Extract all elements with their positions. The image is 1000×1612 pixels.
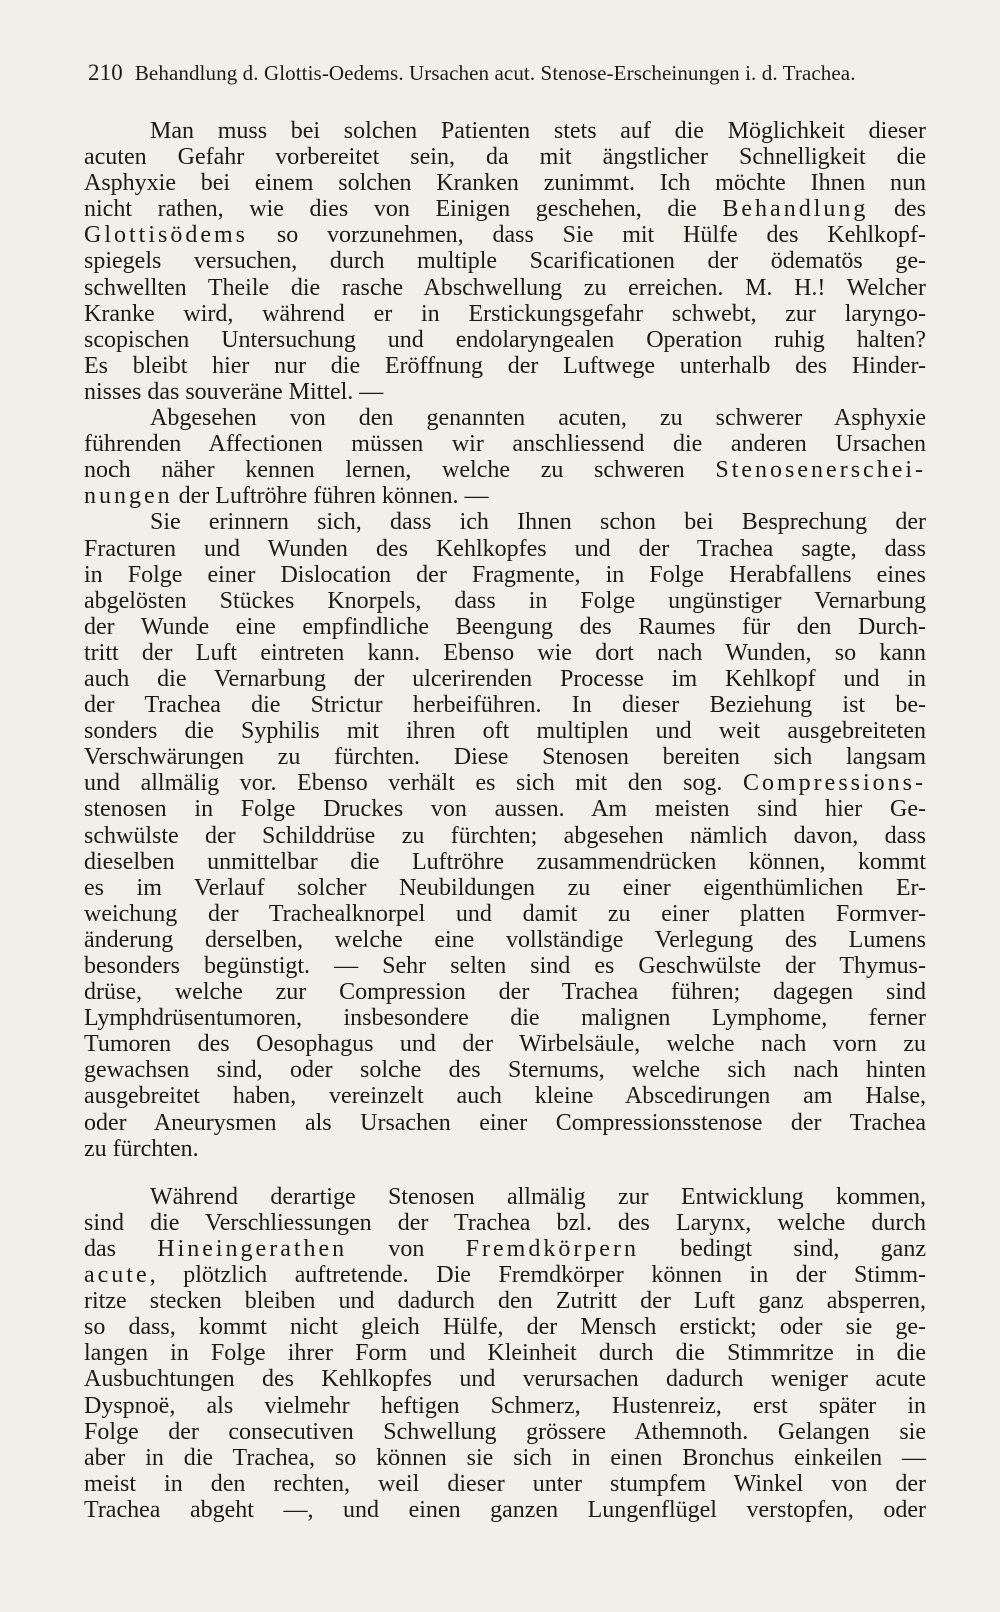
- spaced-emphasis: Fremdkörpern: [465, 1235, 639, 1262]
- running-title: Behandlung d. Glottis-Oedems. Ursachen acut. Stenose-Erscheinungen i. d. Trachea.: [134, 61, 856, 85]
- text-line: abgelösten Stückes Knorpels, dass in Folge ungünstiger Vernarbung: [84, 587, 926, 614]
- text-line: [84, 222, 926, 248]
- text-run: von: [347, 1235, 466, 1262]
- text-line: [84, 1236, 926, 1262]
- text-line: Lymphdrüsentumoren, insbesondere die malignen Lymphome, ferner: [84, 1005, 926, 1032]
- text-line: so dass, kommt nicht gleich Hülfe, der Mensch erstickt; oder sie ge-: [84, 1314, 926, 1341]
- text-line: scopischen Untersuchung und endolaryngealen Operation ruhig halten?: [84, 326, 926, 353]
- text-line: besonders begünstigt. — Sehr selten sind es Geschwülste der Thymus-: [84, 953, 926, 979]
- text-line: der Wunde eine empfindliche Beengung des Raumes für den Durch-: [84, 613, 926, 640]
- text-run: des: [868, 196, 926, 223]
- text-line: aber in die Trachea, so können sie sich in einen Bronchus einkeilen —: [84, 1444, 926, 1471]
- text-line: auch die Vernarbung der ulcerirenden Processe im Kehlkopf und in: [84, 665, 926, 692]
- text-line: Ausbuchtungen des Kehlkopfes und verursachen dadurch weniger acute: [84, 1366, 926, 1393]
- text-line: spiegels versuchen, durch multiple Scarificationen der ödematös ge-: [84, 248, 926, 275]
- text-line: änderung derselben, welche eine vollständige Verlegung des Lumens: [84, 926, 926, 953]
- text-line: Abgesehen von den genannten acuten, zu schwerer Asphyxie: [150, 405, 926, 432]
- text-line: schwellten Theile die rasche Abschwellung zu erreichen. M. H.! Welcher: [84, 274, 926, 301]
- text-line: [84, 457, 926, 483]
- text-line: Während derartige Stenosen allmälig zur Entwicklung kommen,: [150, 1183, 926, 1210]
- text-line: nisses das souveräne Mittel. —: [84, 378, 384, 405]
- text-line: führenden Affectionen müssen wir anschliessend die anderen Ursachen: [84, 431, 926, 458]
- text-run: der Luftröhre führen können. —: [172, 483, 489, 510]
- spaced-emphasis: Glottisödems: [84, 222, 249, 249]
- text-run: bedingt sind, ganz: [638, 1235, 926, 1262]
- text-line: in Folge einer Dislocation der Fragmente, in Folge Herabfallens eines: [84, 561, 926, 588]
- text-line: sonders die Syphilis mit ihren oft multiplen und weit ausgebreiteten: [84, 718, 926, 745]
- running-head: [88, 60, 928, 86]
- text-line: Kranke wird, während er in Erstickungsgefahr schwebt, zur laryngo-: [84, 300, 926, 327]
- text-line: ausgebreitet haben, vereinzelt auch kleine Abscedirungen am Halse,: [84, 1083, 926, 1110]
- text-line: Folge der consecutiven Schwellung grössere Athemnoth. Gelangen sie: [84, 1418, 926, 1445]
- text-run: nicht rathen, wie dies von Einigen geschehen, die: [84, 196, 723, 223]
- text-line: meist in den rechten, weil dieser unter stumpfem Winkel von der: [84, 1470, 926, 1497]
- body-text: [84, 118, 926, 1523]
- text-line: [84, 196, 926, 222]
- text-line: der Trachea die Strictur herbeiführen. In dieser Beziehung ist be-: [84, 692, 926, 719]
- text-run: das: [84, 1235, 158, 1262]
- text-run: , plötzlich auftretende. Die Fremdkörper können in der Stimm-: [149, 1262, 926, 1289]
- text-line: [84, 770, 926, 796]
- spaced-emphasis: Stenosenerschei-: [715, 457, 926, 484]
- text-line: oder Aneurysmen als Ursachen einer Compressionsstenose der Trachea: [84, 1109, 926, 1136]
- text-line: schwülste der Schilddrüse zu fürchten; abgesehen nämlich davon, dass: [84, 822, 926, 849]
- text-line: gewachsen sind, oder solche des Sternums, welche sich nach hinten: [84, 1057, 926, 1084]
- spaced-emphasis: Behandlung: [722, 196, 869, 223]
- text-line: Dyspnoë, als vielmehr heftigen Schmerz, Hustenreiz, erst später in: [84, 1392, 926, 1419]
- text-line: Trachea abgeht —, und einen ganzen Lungenflügel verstopfen, oder: [84, 1496, 926, 1523]
- spaced-emphasis: Hineingerathen: [157, 1235, 348, 1262]
- text-run: noch näher kennen lernen, welche zu schweren: [84, 457, 716, 484]
- text-line: sind die Verschliessungen der Trachea bzl. des Larynx, welche durch: [84, 1209, 926, 1236]
- text-line: langen in Folge ihrer Form und Kleinheit durch die Stimmritze in die: [84, 1340, 926, 1367]
- page-number: 210: [88, 60, 123, 85]
- spaced-emphasis: nungen: [84, 483, 173, 510]
- text-line: Asphyxie bei einem solchen Kranken zunimmt. Ich möchte Ihnen nun: [84, 170, 926, 197]
- text-line: tritt der Luft eintreten kann. Ebenso wie dort nach Wunden, so kann: [84, 639, 926, 666]
- text-line: [84, 1262, 926, 1288]
- text-run: und allmälig vor. Ebenso verhält es sich mit den sog.: [84, 770, 743, 797]
- text-line: drüse, welche zur Compression der Trachea führen; dagegen sind: [84, 979, 926, 1006]
- text-line: Tumoren des Oesophagus und der Wirbelsäule, welche nach vorn zu: [84, 1031, 926, 1058]
- text-line: Verschwärungen zu fürchten. Diese Stenosen bereiten sich langsam: [84, 744, 926, 771]
- text-line: es im Verlauf solcher Neubildungen zu einer eigenthümlichen Er-: [84, 874, 926, 901]
- text-line: [84, 483, 926, 509]
- text-run: so vorzunehmen, dass Sie mit Hülfe des Kehlkopf-: [248, 222, 926, 249]
- text-line: ritze stecken bleiben und dadurch den Zutritt der Luft ganz absperren,: [84, 1288, 926, 1315]
- text-line: weichung der Trachealknorpel und damit zu einer platten Formver-: [84, 900, 926, 927]
- text-line: Sie erinnern sich, dass ich Ihnen schon bei Besprechung der: [150, 509, 926, 536]
- text-line: acuten Gefahr vorbereitet sein, da mit ängstlicher Schnelligkeit die: [84, 144, 926, 171]
- text-line: Man muss bei solchen Patienten stets auf die Möglichkeit dieser: [150, 118, 926, 144]
- text-line: Fracturen und Wunden des Kehlkopfes und der Trachea sagte, dass: [84, 535, 926, 562]
- spaced-emphasis: acute: [84, 1262, 150, 1289]
- text-line: dieselben unmittelbar die Luftröhre zusammendrücken können, kommt: [84, 848, 926, 875]
- text-line: zu fürchten.: [84, 1135, 199, 1162]
- spaced-emphasis: Compressions-: [743, 770, 926, 797]
- text-line: stenosen in Folge Druckes von aussen. Am meisten sind hier Ge-: [84, 796, 926, 823]
- text-line: Es bleibt hier nur die Eröffnung der Luftwege unterhalb des Hinder-: [84, 352, 926, 379]
